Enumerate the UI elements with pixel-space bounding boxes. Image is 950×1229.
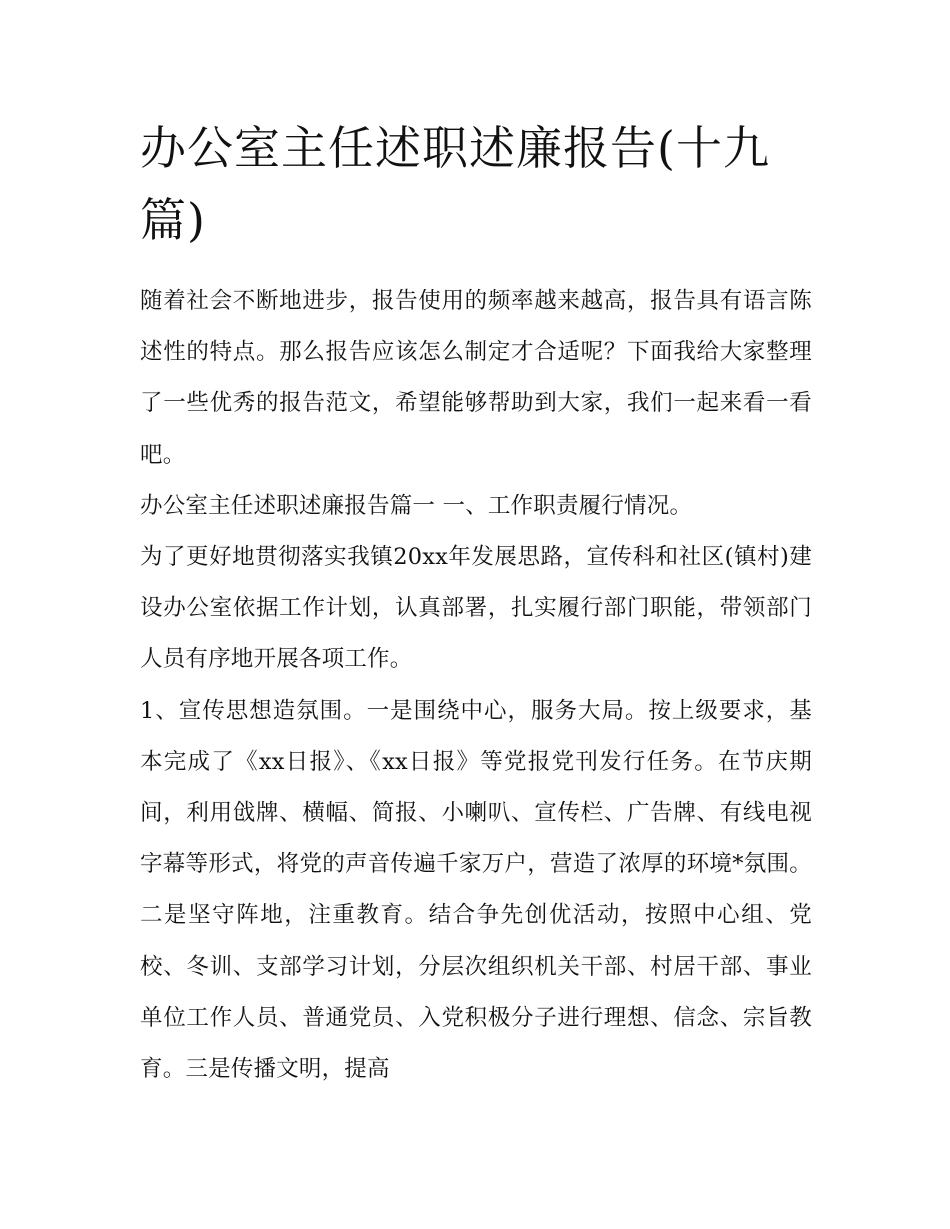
document-content	[140, 112, 812, 1095]
section-heading-paragraph: 办公室主任述职述廉报告篇一 一、工作职责履行情况。	[140, 492, 693, 519]
document-body	[140, 276, 812, 1095]
intro-paragraph: 随着社会不断地进步，报告使用的频率越来越高，报告具有语言陈述性的特点。那么报告应该怎么制定才合适呢？下面我给大家整理了一些优秀的报告范文，希望能够帮助到大家，我们一起来看一看吧。	[140, 288, 812, 468]
propaganda-paragraph: 1、宣传思想造氛围。一是围绕中心，服务大局。按上级要求，基本完成了《xx日报》、《xx日报》等党报党刊发行任务。在节庆期间，利用戗牌、横幅、简报、小喇叭、宣传栏、广告牌、有线电视字幕等形式，将党的声音传遍千家万户，营造了浓厚的环境*氛围。二是坚守阵地，注重教育。结合争先创优活动，按照中心组、党校、冬训、支部学习计划，分层次组织机关干部、村居干部、事业单位工作人员、普通党员、入党积极分子进行理想、信念、宗旨教育。三是传播文明，提高	[140, 697, 812, 1083]
document-title: 办公室主任述职述廉报告(十九篇)	[140, 121, 770, 247]
overview-paragraph: 为了更好地贯彻落实我镇20xx年发展思路，宣传科和社区(镇村)建设办公室依据工作计划，认真部署，扎实履行部门职能，带领部门人员有序地开展各项工作。	[140, 544, 812, 673]
